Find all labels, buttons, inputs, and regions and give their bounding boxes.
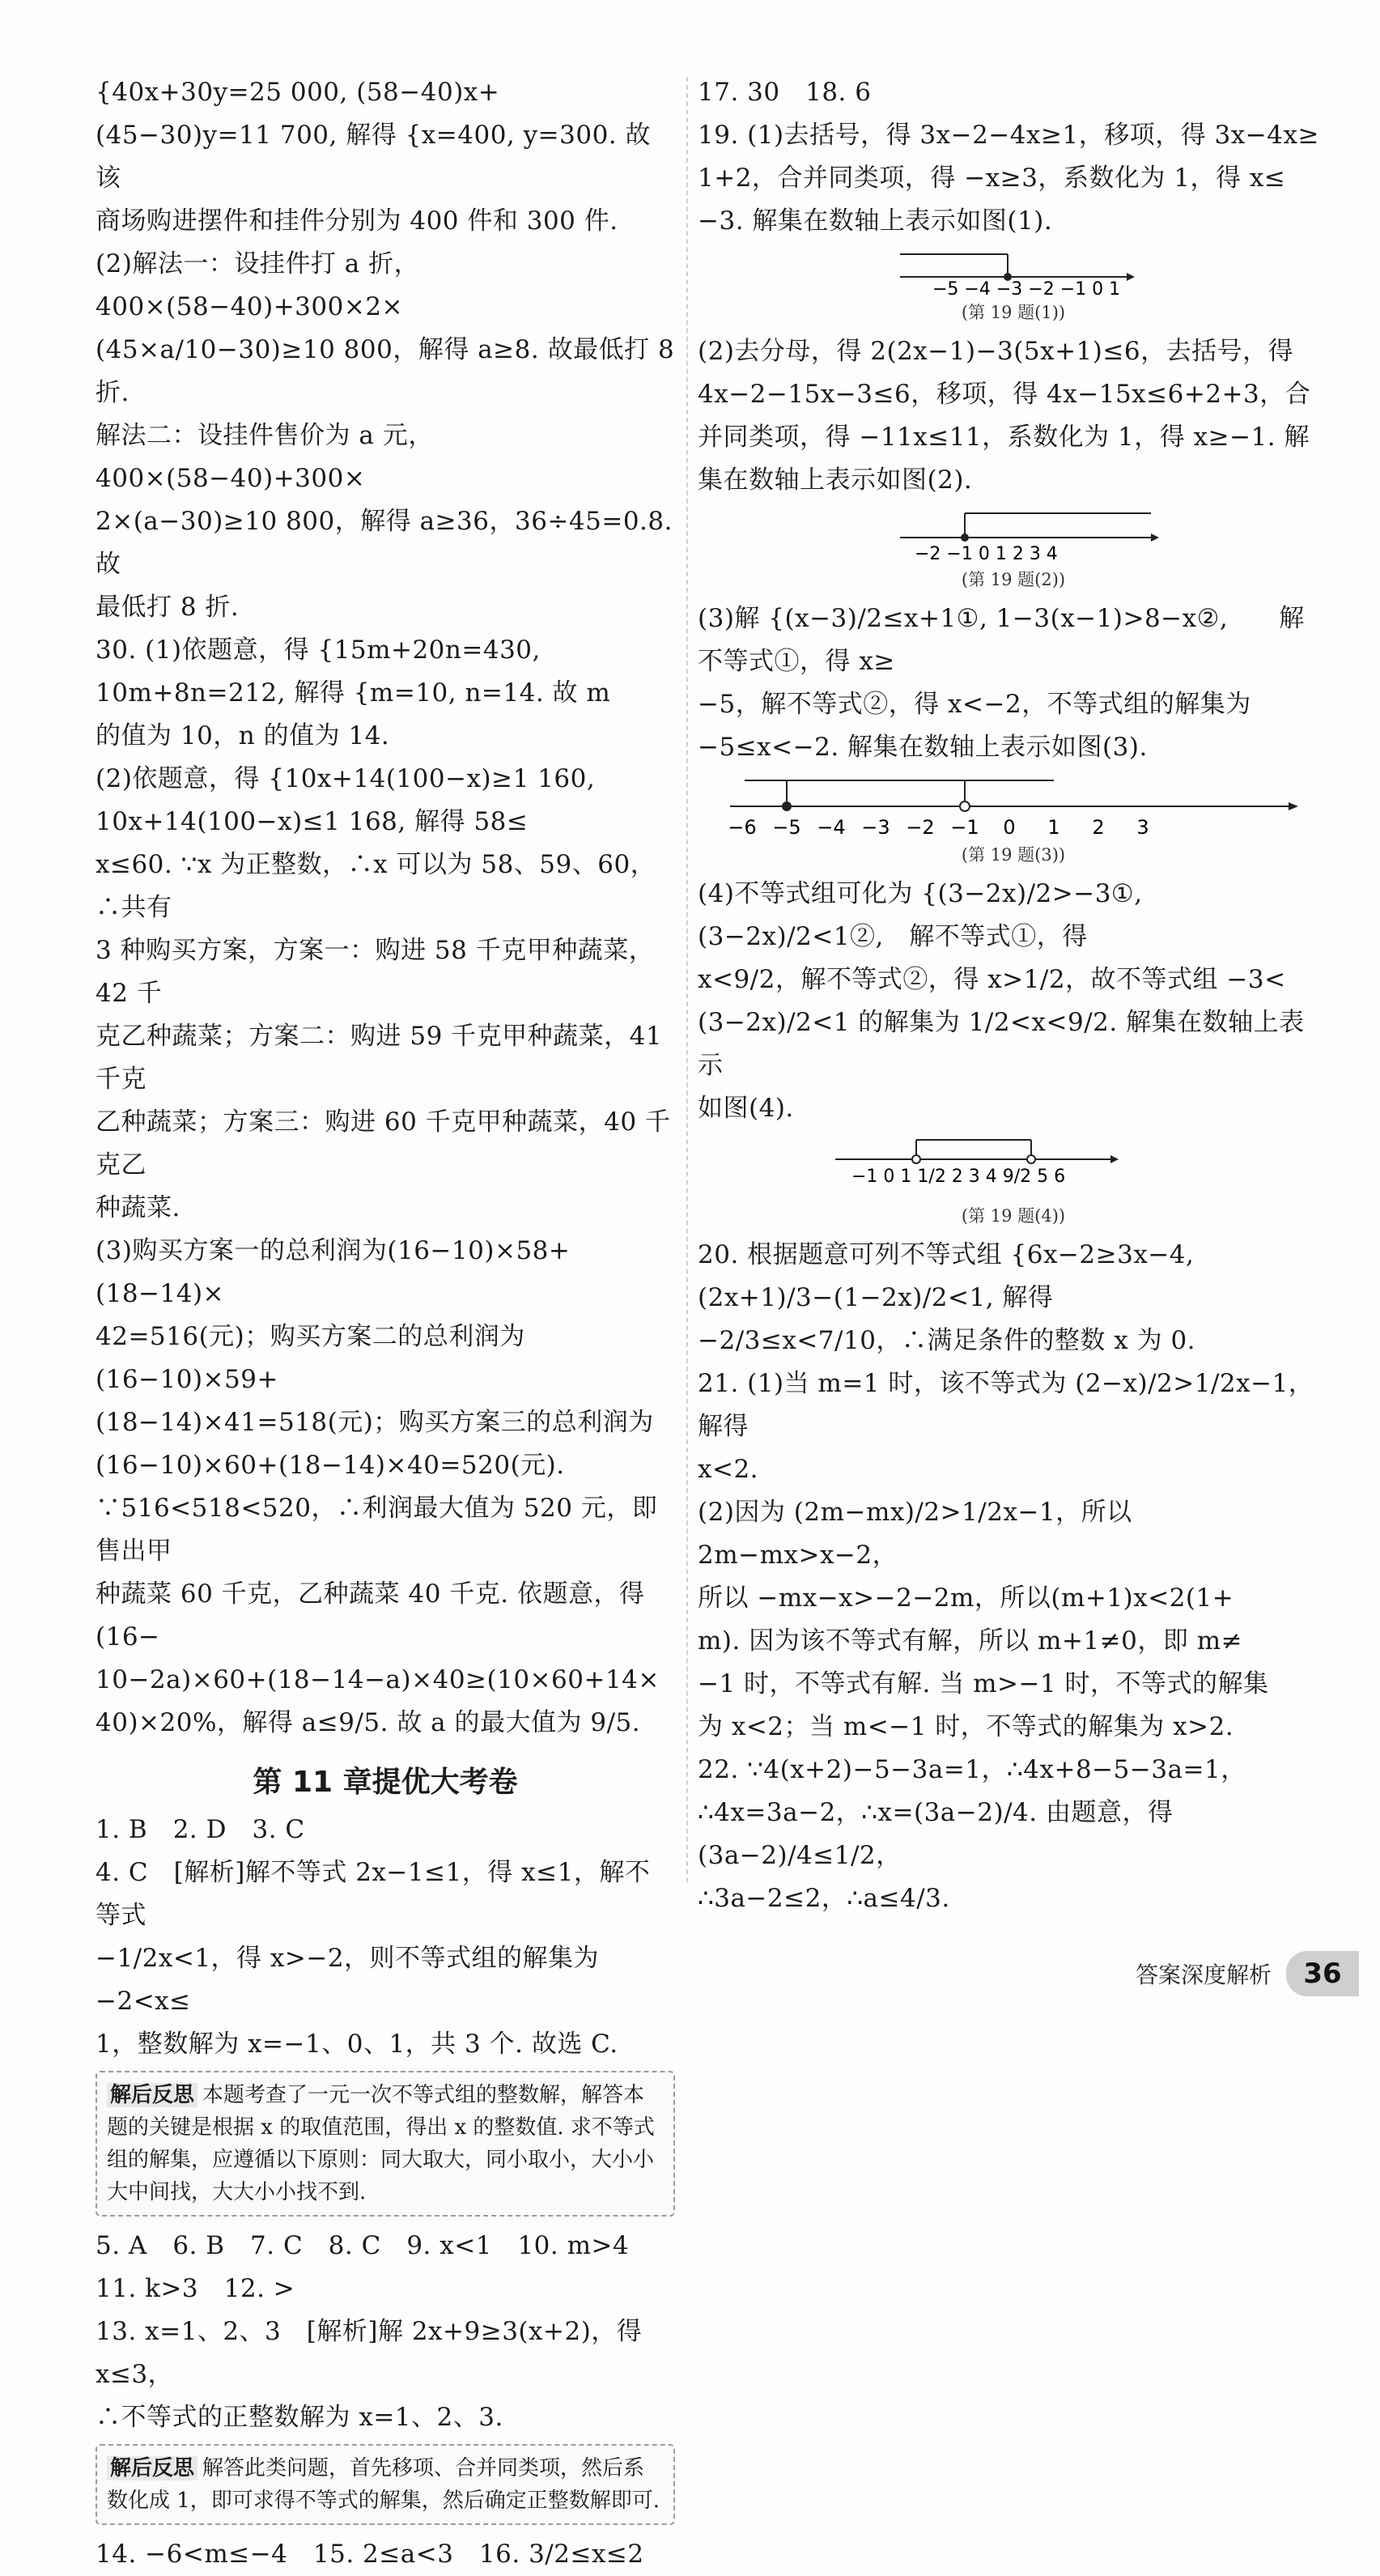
text-line: 40)×20%，解得 a≤9/5. 故 a 的最大值为 9/5. (96, 1708, 641, 1737)
text-line: 4. C [解析]解不等式 2x−1≤1，得 x≤1，解不等式 (96, 1858, 651, 1930)
tick-label: −5 (772, 816, 801, 839)
text-line: −2/3≤x<7/10，∴满足条件的整数 x 为 0. (698, 1326, 1196, 1355)
note-text: 解答此类问题，首先移项、合并同类项，然后系数化成 1，即可求得不等式的解集，然后确定正整数解即可. (107, 2456, 660, 2513)
text-line: m). 因为该不等式有解，所以 m+1≠0，即 m≠ (698, 1626, 1243, 1656)
text-line: ∴4x=3a−2，∴x=(3a−2)/4. 由题意，得 (3a−2)/4≤1/2， (698, 1798, 1174, 1870)
footer-title: 答案深度解析 (1135, 1962, 1272, 1988)
text-line: 22. ∵4(x+2)−5−3a=1，∴4x+8−5−3a=1， (698, 1755, 1246, 1784)
text-line: 所以 −mx−x>−2−2m，所以(m+1)x<2(1+ (698, 1583, 1234, 1613)
text-line: 1. B 2. D 3. C (96, 1815, 305, 1844)
text-line: 14. −6<m≤−4 15. 2≤a<3 16. 3/2≤x≤2 (96, 2540, 644, 2569)
text-line: 13. x=1、2、3 [解析]解 2x+9≥3(x+2)，得 x≤3， (96, 2317, 643, 2389)
text-line: x<2. (698, 1455, 759, 1484)
reflection-note-1 (96, 2071, 675, 2217)
text-line: 1，整数解为 x=−1、0、1，共 3 个. 故选 C. (96, 2030, 618, 2059)
text-line: 集在数轴上表示如图(2). (698, 465, 973, 495)
text-line: −1/2x<1，得 x>−2，则不等式组的解集为 −2<x≤ (96, 1944, 600, 2016)
column-divider (686, 77, 688, 1882)
text-line: x<9/2，解不等式②，得 x>1/2，故不等式组 −3< (698, 965, 1286, 994)
text-line: 30. (1)依题意，得 {15m+20n=430, 10m+8n=212, 解得 {m=10, n=14. 故 m (96, 635, 611, 708)
left-column (96, 71, 675, 2576)
text-line: 的值为 10，n 的值为 14. (96, 721, 390, 750)
tick-label: −6 (728, 816, 757, 839)
number-line-figure-1 (698, 248, 1329, 324)
figure-caption: (第 19 题(3)) (961, 845, 1066, 865)
tick-label: −1 (950, 816, 979, 839)
number-line-figure-3 (698, 774, 1329, 866)
tick-label: −3 (861, 816, 890, 839)
text-line: 最低打 8 折. (96, 593, 240, 622)
text-line: 10−2a)×60+(18−14−a)×40≥(10×60+14× (96, 1665, 660, 1694)
figure-caption: (第 19 题(4)) (961, 1206, 1066, 1226)
number-line-1 (698, 248, 1329, 296)
tick-label: −4 (817, 816, 846, 839)
figure-caption: (第 19 题(2)) (961, 570, 1066, 589)
axis-labels: −2 −1 0 1 2 3 4 (915, 544, 1058, 563)
text-line: 种蔬菜 60 千克，乙种蔬菜 40 千克. 依题意，得(16− (96, 1579, 645, 1651)
text-line: 解法二：设挂件售价为 a 元，400×(58−40)+300× (96, 421, 434, 493)
figure-caption: (第 19 题(1)) (961, 303, 1066, 322)
number-line-figure-2 (698, 507, 1329, 591)
tick-label: 0 (1003, 816, 1016, 839)
axis-labels: −5 −4 −3 −2 −1 0 1 (932, 279, 1121, 296)
page-footer (1136, 1951, 1359, 1996)
text-line: ∵516<518<520，∴利润最大值为 520 元，即售出甲 (96, 1494, 658, 1566)
text-line: 11. k>3 12. > (96, 2274, 295, 2303)
reflection-note-2 (96, 2444, 675, 2525)
text-line: 种蔬菜. (96, 1193, 180, 1222)
text-line: (18−14)×41=518(元)；购买方案三的总利润为 (96, 1408, 654, 1437)
tick-label: 2 (1092, 816, 1105, 839)
tick-label: 3 (1136, 816, 1149, 839)
text-line: 乙种蔬菜；方案三：购进 60 千克甲种蔬菜，40 千克乙 (96, 1107, 671, 1180)
text-line: (45×a/10−30)≥10 800，解得 a≥8. 故最低打 8 折. (96, 335, 675, 407)
text-line: 42=516(元)；购买方案二的总利润为(16−10)×59+ (96, 1322, 525, 1394)
chapter-heading: 第 11 章提优大考卷 (253, 1766, 518, 1799)
text-line: 3 种购买方案，方案一：购进 58 千克甲种蔬菜，42 千 (96, 936, 655, 1008)
text-line: 1+2，合并同类项，得 −x≥3，系数化为 1，得 x≤ (698, 164, 1286, 193)
note-text: 本题考查了一元一次不等式组的整数解，解答本题的关键是根据 x 的取值范围，得出 x 的整数值. 求不等式组的解集，应遵循以下原则：同大取大，同小取小，大小小大中间找，大大小小找不到. (107, 2083, 655, 2204)
number-line-3 (698, 774, 1329, 839)
text-line: 5. A 6. B 7. C 8. C 9. x<1 10. m>4 (96, 2231, 630, 2260)
text-line: −5≤x<−2. 解集在数轴上表示如图(3). (698, 733, 1148, 762)
text-line: (3)解 {(x−3)/2≤x+1①, 1−3(x−1)>8−x②, 解不等式①，得 x≥ (698, 604, 1305, 676)
text-line: (4)不等式组可化为 {(3−2x)/2>−3①, (3−2x)/2<1②, 解不等式①，得 (698, 879, 1143, 951)
text-line: 4x−2−15x−3≤6，移项，得 4x−15x≤6+2+3，合 (698, 380, 1311, 409)
right-column (698, 71, 1329, 1920)
text-line: −3. 解集在数轴上表示如图(1). (698, 206, 1053, 236)
axis-labels: −1 0 1 1/2 2 3 4 9/2 5 6 (851, 1167, 1066, 1187)
text-line: −1 时，不等式有解. 当 m>−1 时，不等式的解集 (698, 1669, 1269, 1698)
text-line: 20. 根据题意可列不等式组 {6x−2≥3x−4, (2x+1)/3−(1−2x)/2<1, 解得 (698, 1240, 1195, 1312)
text-line: 2×(a−30)≥10 800，解得 a≥36，36÷45=0.8. 故 (96, 507, 673, 579)
page-number: 36 (1286, 1951, 1359, 1996)
text-line: (16−10)×60+(18−14)×40=520(元). (96, 1451, 565, 1480)
text-line: ∴3a−2≤2，∴a≤4/3. (698, 1884, 950, 1913)
number-line-2 (698, 507, 1329, 563)
text-line: (2)解法一：设挂件打 a 折，400×(58−40)+300×2× (96, 249, 420, 321)
text-line: {40x+30y=25 000, (58−40)x+(45−30)y=11 700, 解得 {x=400, y=300. 故该 (96, 78, 651, 193)
number-line-4 (698, 1135, 1329, 1200)
number-line-figure-4 (698, 1135, 1329, 1227)
text-line: 克乙种蔬菜；方案二：购进 59 千克甲种蔬菜，41 千克 (96, 1022, 663, 1094)
text-line: (2)去分母，得 2(2x−1)−3(5x+1)≤6，去括号，得 (698, 337, 1294, 366)
text-line: x≤60. ∵x 为正整数，∴x 可以为 58、59、60，∴共有 (96, 850, 656, 922)
text-line: (3−2x)/2<1 的解集为 1/2<x<9/2. 解集在数轴上表示 (698, 1008, 1305, 1080)
text-line: 为 x<2；当 m<−1 时，不等式的解集为 x>2. (698, 1712, 1234, 1741)
text-line: 并同类项，得 −11x≤11，系数化为 1，得 x≥−1. 解 (698, 423, 1310, 452)
text-line: 21. (1)当 m=1 时，该不等式为 (2−x)/2>1/2x−1，解得 (698, 1369, 1314, 1441)
tick-label: 1 (1047, 816, 1060, 839)
tick-label: −2 (906, 816, 935, 839)
note-tag: 解后反思 (107, 2083, 197, 2107)
text-line: (2)因为 (2m−mx)/2>1/2x−1，所以 2m−mx>x−2， (698, 1498, 1132, 1570)
text-line: 17. 30 18. 6 (698, 78, 872, 107)
note-tag: 解后反思 (107, 2456, 197, 2480)
text-line: (3)购买方案一的总利润为(16−10)×58+(18−14)× (96, 1236, 571, 1308)
text-line: 如图(4). (698, 1094, 794, 1123)
text-line: ∴不等式的正整数解为 x=1、2、3. (96, 2403, 503, 2432)
text-line: 19. (1)去括号，得 3x−2−4x≥1，移项，得 3x−4x≥ (698, 121, 1319, 150)
text-line: 商场购进摆件和挂件分别为 400 件和 300 件. (96, 206, 618, 236)
text-line: −5，解不等式②，得 x<−2，不等式组的解集为 (698, 690, 1251, 719)
text-line: (2)依题意，得 {10x+14(100−x)≥1 160, 10x+14(100−x)≤1 168, 解得 58≤ (96, 764, 596, 836)
